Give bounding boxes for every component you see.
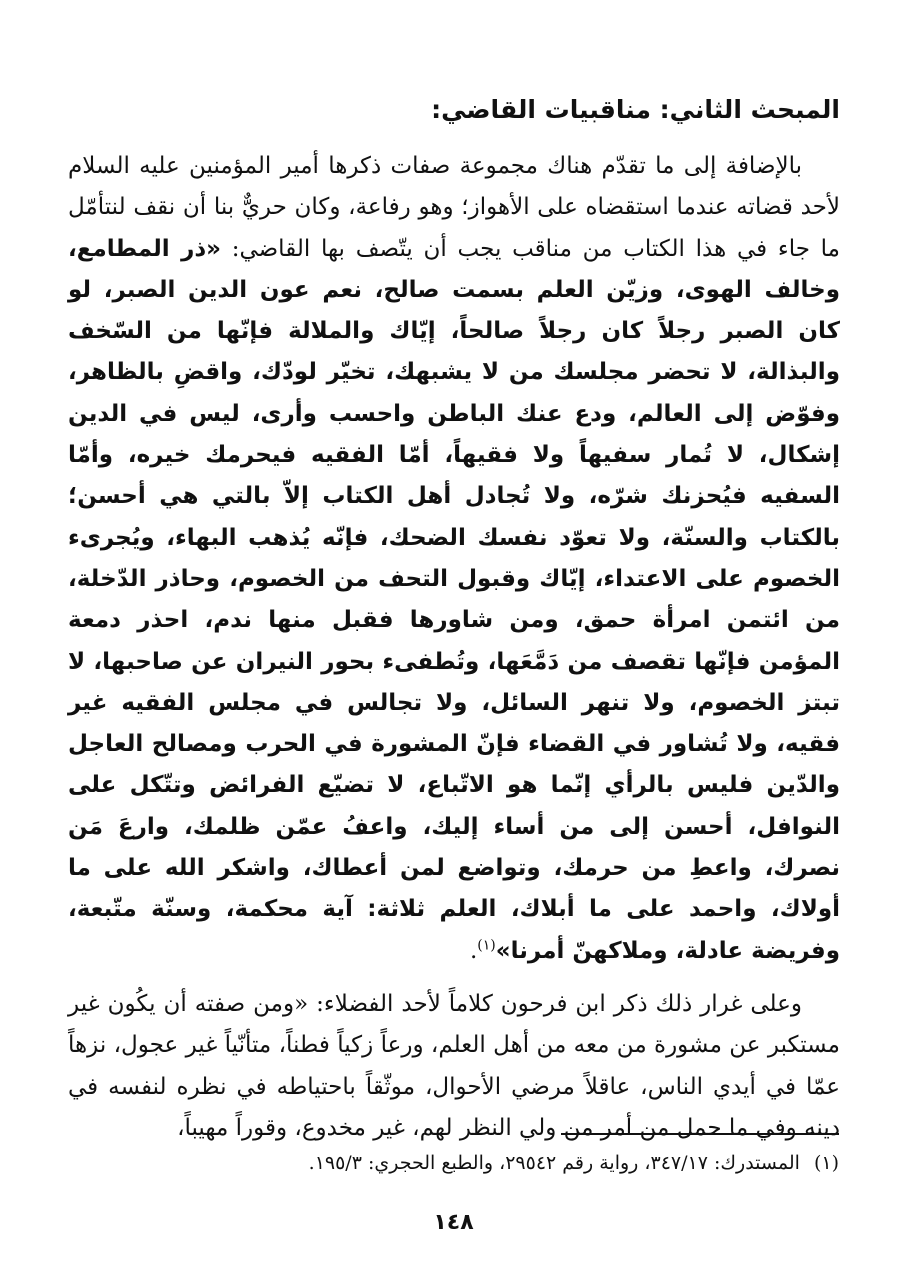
paragraph-1-quote: «ذر المطامع، وخالف الهوى، وزيّن العلم بسمت صالح، نعم عون الدين الصبر، لو كان الصبر رجلاً كان رجلاً صالحاً، إيّاك والملالة فإنّها من السّخف والبذالة، لا تحضر مجلسك من لا يشبهك، تخيّر لودّك، واقضِ بالظاهر، وفوّض إلى العالم، ودع عنك الباطن واحسب وأرى، ليس في الدين إشكال، لا تُمار سفيهاً ولا فقيهاً، أمّا الفقيه فيحرمك خيره، وأمّا السفيه فيُحزنك شرّه، ولا تُجادل أهل الكتاب إلاّ بالتي هي أحسن؛ بالكتاب والسنّة، ولا تعوّد نفسك الضحك، فإنّه يُذهب البهاء، ويُجرىء الخصوم على الاعتداء، إيّاك وقبول التحف من الخصوم، وحاذر الدّخلة، من ائتمن امرأة حمق، ومن شاورها فقبل منها ندم، احذر دمعة المؤمن فإنّها تقصف من دَمَّعَها، وتُطفىء بحور النيران عن صاحبها، لا تبتز الخصوم، ولا تنهر السائل، ولا تجالس في مجلس الفقيه غير فقيه، ولا تُشاور في القضاء فإنّ المشورة في الحرب ومصالح العاجل والدّين فليس بالرأي إنّما هو الاتّباع، لا تضيّع الفرائض وتتّكل على النوافل، أحسن إلى من أساء إليك، واعفُ عمّن ظلمك، وارعَ مَن نصرك، واعطِ من حرمك، وتواضع لمن أعطاك، واشكر الله على ما أولاك، واحمد على ما أبلاك، العلم ثلاثة: آية محكمة، وسنّة متّبعة، وفريضة عادلة، وملاكهنّ أمرنا» [68, 235, 840, 964]
paragraph-1-end: . [469, 937, 478, 964]
footnote-separator [561, 1133, 839, 1135]
paragraph-1-intro: بالإضافة إلى ما تقدّم هناك مجموعة صفات ذكرها أمير المؤمنين عليه السلام لأحد قضاته عندما استقضاه على الأهواز؛ وهو رفاعة، وكان حريٌّ بنا أن نقف لنتأمّل ما جاء في هذا الكتاب من مناقب يجب أن يتّصف بها القاضي: [68, 153, 840, 262]
footnote-number: (١) [813, 1152, 839, 1174]
section-heading: المبحث الثاني: مناقبيات القاضي: [431, 95, 840, 124]
page-number: ١٤٨ [433, 1210, 474, 1235]
paragraph-1 [68, 146, 840, 972]
paragraph-2: وعلى غرار ذلك ذكر ابن فرحون كلاماً لأحد الفضلاء: «ومن صفته أن يكُون غير مستكبر عن مشورة من معه من أهل العلم، ورعاً زكياً فطناً، متأنّياً غير عجول، نزهاً عمّا في أيدي الناس، عاقلاً مرضي الأحوال، موثّقاً باحتياطه في نظره لنفسه في دينه وفي ما حمل من أمر من ولي النظر لهم، غير مخدوع، وقوراً مهيباً، [68, 990, 840, 1141]
page-body [68, 88, 840, 1149]
footnote-text: المستدرك: ٣٤٧/١٧، رواية رقم ٢٩٥٤٢، والطبع الحجري: ١٩٥/٣. [308, 1152, 800, 1174]
footnote [68, 1148, 839, 1178]
footnote-reference[interactable]: (١) [477, 936, 496, 953]
